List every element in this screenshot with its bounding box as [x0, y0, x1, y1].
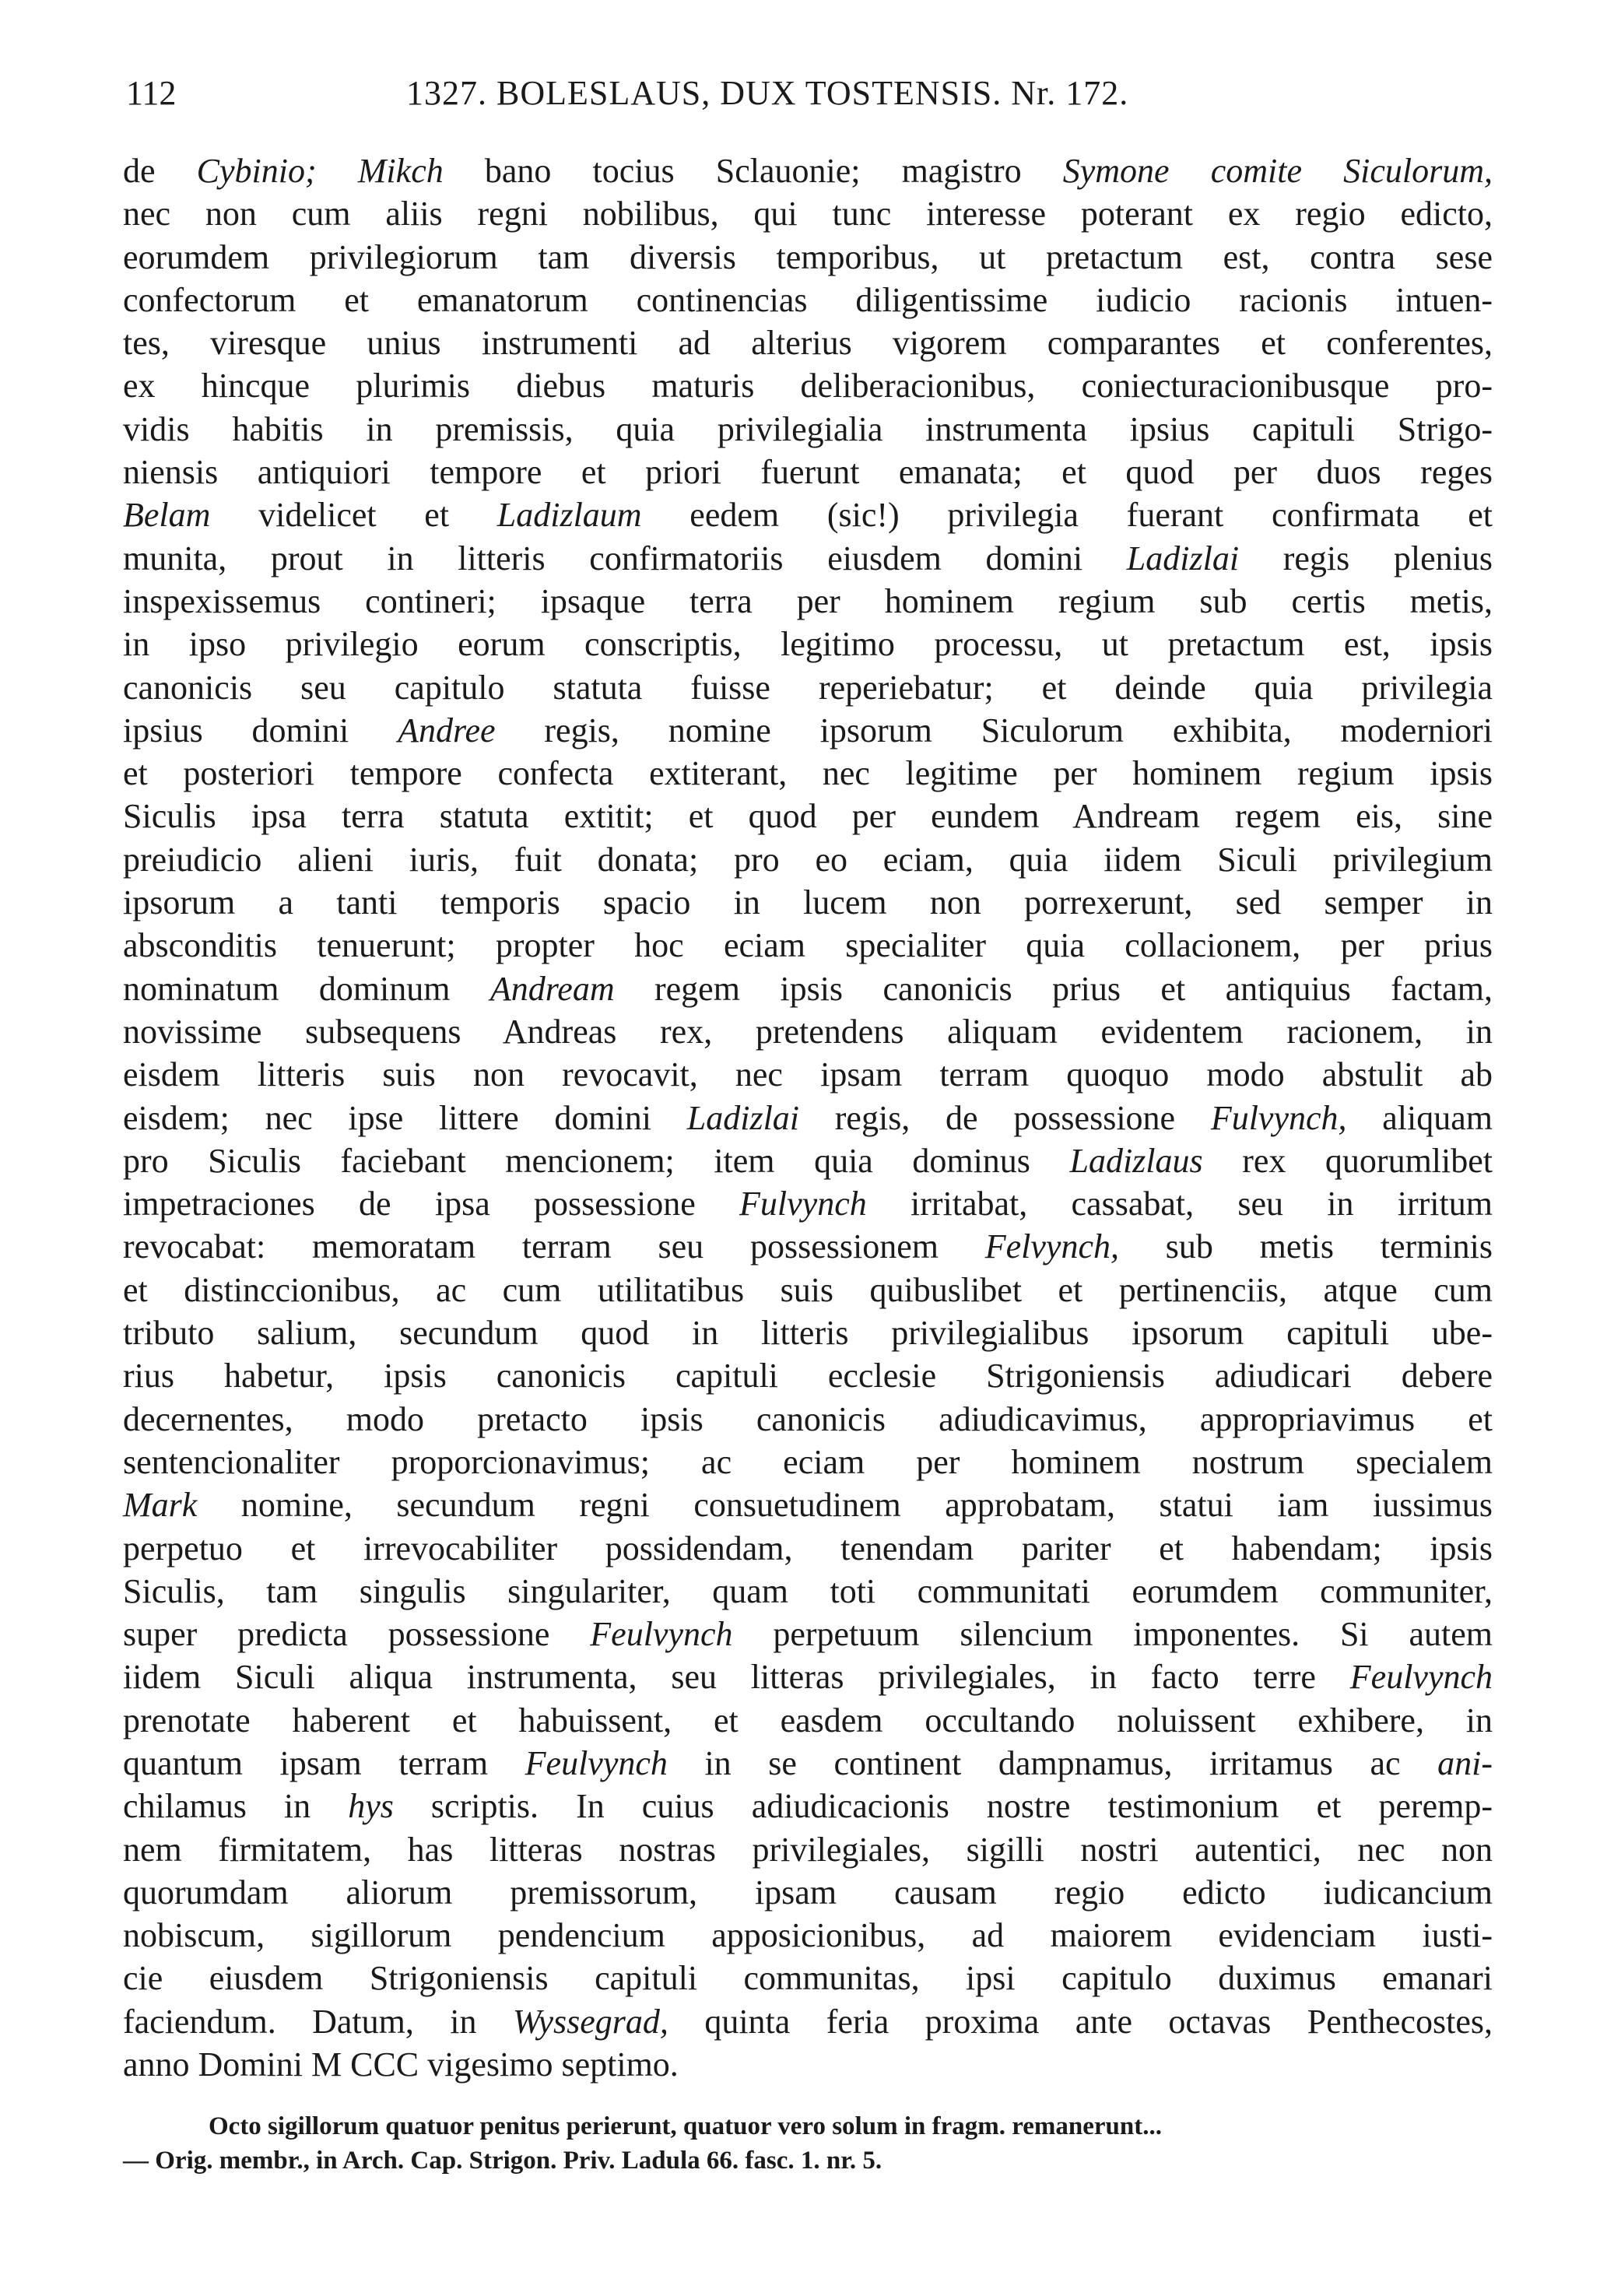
- text-run: chilamus in: [123, 1787, 349, 1826]
- italic-name: Ladizlaus: [1069, 1141, 1203, 1180]
- text-line: [123, 1871, 1493, 1914]
- italic-name: Feulvynch: [590, 1615, 733, 1654]
- italic-name: Ladizlai: [686, 1098, 800, 1137]
- text-run: scriptis. In cuius adiudicacionis nostre testimonium et peremp-: [393, 1787, 1493, 1826]
- text-run: quorumdam aliorum premissorum, ipsam causam regio edicto iudicancium: [123, 1873, 1493, 1912]
- text-line: [123, 795, 1493, 837]
- text-line: [123, 1742, 1493, 1785]
- text-run: quantum ipsam terram: [123, 1743, 525, 1782]
- text-run: bano tocius Sclauonie; magistro: [443, 152, 1063, 190]
- italic-name: hys: [348, 1787, 394, 1826]
- italic-name: Ladizlaum: [496, 496, 642, 535]
- text-run: faciendum. Datum, in: [123, 2002, 513, 2041]
- text-run: ipsius domini: [123, 711, 398, 750]
- text-line: [123, 236, 1493, 279]
- text-line: [123, 2043, 1493, 2086]
- text-run: inspexissemus contineri; ipsaque terra per hominem regium sub certis metis,: [123, 581, 1493, 620]
- text-line: [123, 408, 1493, 451]
- text-run: regis plenius: [1239, 539, 1493, 578]
- text-line: [123, 1914, 1493, 1957]
- text-run: sub metis terminis: [1118, 1227, 1493, 1266]
- text-line: [123, 1699, 1493, 1742]
- footnote-seal-note: Octo sigillorum quatuor penitus perierunt, quatuor vero solum in fragm. remanerunt...: [209, 2112, 1162, 2140]
- text-run: tes, viresque unius instrumenti ad alterius vigorem comparantes et conferentes,: [123, 324, 1493, 363]
- italic-name: Symone comite Siculorum,: [1062, 152, 1493, 190]
- text-run: rex quorumlibet: [1202, 1141, 1493, 1180]
- text-run: quinta feria proxima ante octavas Penthecostes,: [668, 2002, 1493, 2041]
- text-line: [123, 1785, 1493, 1827]
- charter-text: [123, 149, 1493, 2086]
- text-run: munita, prout in litteris confirmatoriis eiusdem domini: [123, 539, 1127, 578]
- italic-name: Feulvynch: [525, 1743, 668, 1782]
- text-run: eisdem; nec ipse littere domini: [123, 1098, 687, 1137]
- text-run: vidis habitis in premissis, quia privilegialia instrumenta ipsius capituli Strigo-: [123, 409, 1493, 448]
- text-run: preiudicio alieni iuris, fuit donata; pro eo eciam, quia iidem Siculi privilegium: [123, 840, 1493, 879]
- text-run: sentencionaliter proporcionavimus; ac eciam per hominem nostrum specialem: [123, 1442, 1493, 1481]
- text-run: decernentes, modo pretacto ipsis canonicis adiudicavimus, appropriavimus et: [123, 1399, 1493, 1438]
- italic-name: Mark: [123, 1486, 198, 1525]
- text-line: [123, 1570, 1493, 1613]
- text-line: [123, 1269, 1493, 1311]
- text-run: de: [123, 152, 197, 190]
- text-line: [123, 752, 1493, 795]
- text-run: in ipso privilegio eorum conscriptis, legitimo processu, ut pretactum est, ipsis: [123, 625, 1493, 664]
- page-number: 112: [126, 74, 177, 112]
- text-line: [123, 623, 1493, 665]
- text-run: nobiscum, sigillorum pendencium apposicionibus, ad maiorem evidenciam iusti-: [123, 1916, 1493, 1955]
- italic-name: Felvynch,: [984, 1227, 1119, 1266]
- text-line: [123, 1053, 1493, 1096]
- text-line: [123, 451, 1493, 493]
- text-line: [123, 279, 1493, 321]
- text-line: [123, 1097, 1493, 1139]
- text-line: [123, 1957, 1493, 1999]
- text-line: [123, 1139, 1493, 1182]
- text-line: [123, 364, 1493, 407]
- text-line: [123, 1182, 1493, 1225]
- text-run: nec non cum aliis regni nobilibus, qui tunc interesse poterant ex regio edicto,: [123, 195, 1493, 233]
- text-run: perpetuum silencium imponentes. Si autem: [732, 1615, 1493, 1654]
- text-run: iidem Siculi aliqua instrumenta, seu litteras privilegiales, in facto terre: [123, 1658, 1350, 1697]
- text-line: [123, 1483, 1493, 1526]
- text-run: canonicis seu capitulo statuta fuisse reperiebatur; et deinde quia privilegia: [123, 668, 1493, 707]
- text-run: regem ipsis canonicis prius et antiquius factam,: [614, 969, 1493, 1008]
- text-line: [123, 1613, 1493, 1655]
- text-line: [123, 537, 1493, 580]
- text-run: revocabat: memoratam terram seu possessionem: [123, 1227, 985, 1266]
- text-run: nominatum dominum: [123, 969, 490, 1008]
- text-line: [123, 1010, 1493, 1053]
- text-line: [123, 924, 1493, 967]
- text-run: aliquam: [1346, 1098, 1493, 1137]
- text-run: ipsorum a tanti temporis spacio in lucem non porrexerunt, sed semper in: [123, 883, 1493, 922]
- text-run: eorumdem privilegiorum tam diversis temporibus, ut pretactum est, contra sese: [123, 237, 1493, 276]
- italic-name: Feulvynch: [1349, 1658, 1493, 1697]
- text-run: et posteriori tempore confecta extiterant, nec legitime per hominem regium ipsis: [123, 754, 1493, 793]
- text-run: et distinccionibus, ac cum utilitatibus suis quibuslibet et pertinenciis, atque cum: [123, 1270, 1493, 1309]
- text-run: cie eiusdem Strigoniensis capituli communitas, ipsi capitulo duximus emanari: [123, 1959, 1493, 1998]
- text-line: [123, 149, 1493, 192]
- text-run: pro Siculis faciebant mencionem; item quia dominus: [123, 1141, 1070, 1180]
- text-run: regis, nomine ipsorum Siculorum exhibita, moderniori: [495, 711, 1493, 750]
- text-line: [123, 1225, 1493, 1268]
- text-run: rius habetur, ipsis canonicis capituli ecclesie Strigoniensis adiudicari debere: [123, 1357, 1493, 1396]
- text-line: [123, 1655, 1493, 1698]
- text-line: [123, 321, 1493, 364]
- text-run: prenotate haberent et habuissent, et easdem occultando noluissent exhibere, in: [123, 1701, 1493, 1740]
- italic-name: Belam: [123, 496, 211, 535]
- footnote-source: — Orig. membr., in Arch. Cap. Strigon. Priv. Ladula 66. fasc. 1. nr. 5.: [123, 2147, 882, 2175]
- text-line: [123, 967, 1493, 1010]
- italic-name: Andream: [489, 969, 615, 1008]
- italic-name: ani-: [1437, 1743, 1493, 1782]
- text-line: [123, 1354, 1493, 1397]
- text-run: ex hincque plurimis diebus maturis deliberacionibus, coniecturacionibusque pro-: [123, 367, 1493, 405]
- text-run: nomine, secundum regni consuetudinem approbatam, statui iam iussimus: [197, 1486, 1493, 1525]
- italic-name: Ladizlai: [1126, 539, 1240, 578]
- text-run: in se continent dampnamus, irritamus ac: [667, 1743, 1438, 1782]
- text-run: niensis antiquiori tempore et priori fuerunt emanata; et quod per duos reges: [123, 453, 1493, 492]
- italic-name: Cybinio; Mikch: [196, 152, 444, 190]
- text-line: [123, 2000, 1493, 2043]
- text-line: [123, 1441, 1493, 1483]
- text-run: Siculis, tam singulis singulariter, quam toti communitati eorumdem communiter,: [123, 1571, 1493, 1610]
- running-title: 1327. BOLESLAUS, DUX TOSTENSIS. Nr. 172.: [406, 74, 1129, 112]
- italic-name: Fulvynch: [739, 1185, 867, 1223]
- text-run: super predicta possessione: [123, 1615, 591, 1654]
- text-run: novissime subsequens Andreas rex, pretendens aliquam evidentem racionem, in: [123, 1012, 1493, 1051]
- text-run: videlicet et: [210, 496, 497, 535]
- text-line: [123, 1527, 1493, 1570]
- text-line: [123, 580, 1493, 623]
- text-run: absconditis tenuerunt; propter hoc eciam specialiter quia collacionem, per prius: [123, 926, 1493, 965]
- text-line: [123, 192, 1493, 235]
- text-run: Siculis ipsa terra statuta extitit; et quod per eundem Andream regem eis, sine: [123, 797, 1493, 836]
- text-line: [123, 666, 1493, 709]
- text-line: [123, 1398, 1493, 1441]
- text-run: confectorum et emanatorum continencias diligentissime iudicio racionis intuen-: [123, 280, 1493, 319]
- text-line: [123, 709, 1493, 752]
- text-run: anno Domini M CCC vigesimo septimo.: [123, 2045, 679, 2084]
- italic-name: Andree: [398, 711, 496, 750]
- italic-name: Wyssegrad,: [512, 2002, 668, 2041]
- text-run: irritabat, cassabat, seu in irritum: [866, 1185, 1493, 1223]
- text-line: [123, 1828, 1493, 1871]
- footnote: [123, 2109, 1493, 2178]
- text-run: tributo salium, secundum quod in litteris privilegialibus ipsorum capituli ube-: [123, 1314, 1493, 1353]
- text-run: impetraciones de ipsa possessione: [123, 1185, 740, 1223]
- text-run: eedem (sic!) privilegia fuerant confirmata et: [641, 496, 1493, 535]
- text-line: [123, 881, 1493, 924]
- text-line: [123, 838, 1493, 881]
- text-run: regis, de possessione: [799, 1098, 1211, 1137]
- italic-name: Fulvynch,: [1210, 1098, 1347, 1137]
- text-line: [123, 493, 1493, 536]
- text-run: perpetuo et irrevocabiliter possidendam, tenendam pariter et habendam; ipsis: [123, 1529, 1493, 1568]
- text-run: nem firmitatem, has litteras nostras privilegiales, sigilli nostri autentici, nec non: [123, 1830, 1493, 1869]
- text-line: [123, 1311, 1493, 1354]
- text-run: eisdem litteris suis non revocavit, nec ipsam terram quoquo modo abstulit ab: [123, 1055, 1493, 1094]
